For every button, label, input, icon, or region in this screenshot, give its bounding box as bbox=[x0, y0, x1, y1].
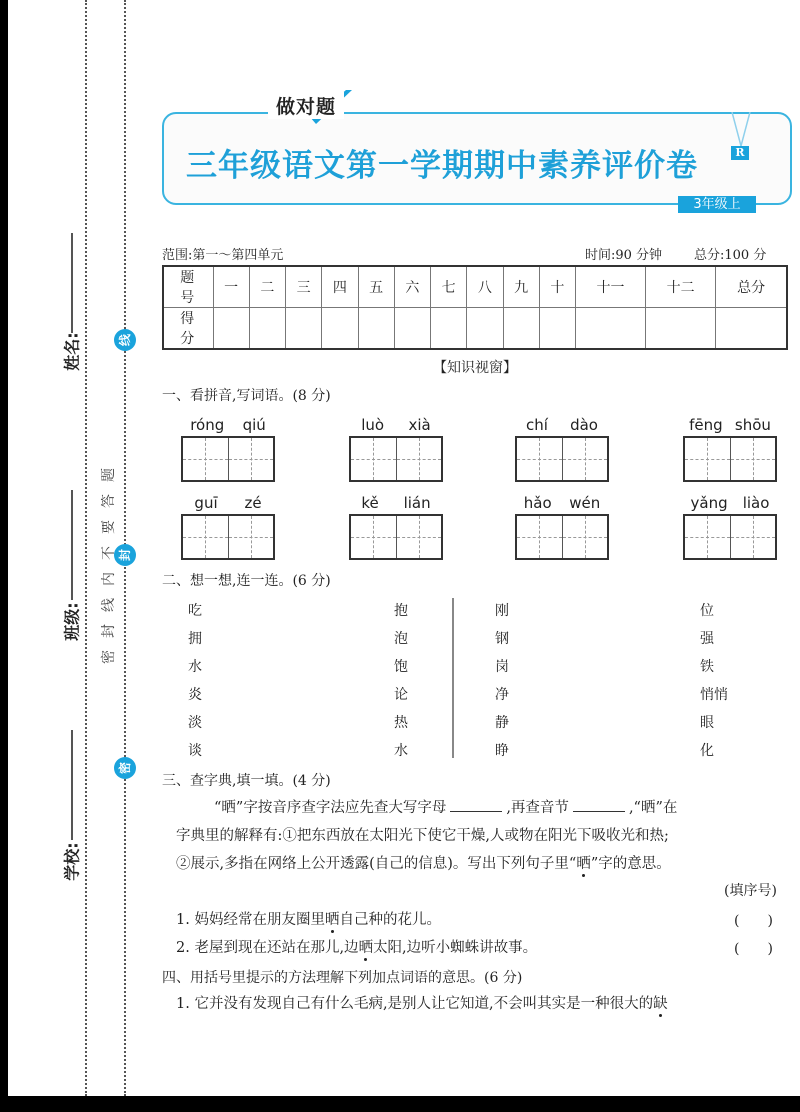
match-right-b[interactable]: 强 bbox=[700, 631, 714, 647]
grade-tag: 3年级上 bbox=[678, 196, 756, 213]
match-right-b[interactable]: 化 bbox=[700, 743, 714, 759]
match-left-b[interactable]: 论 bbox=[394, 687, 408, 703]
pinyin-item bbox=[349, 416, 443, 482]
writing-grid[interactable] bbox=[181, 514, 275, 560]
pinyin-item bbox=[515, 494, 609, 560]
match-right-a[interactable]: 岗 bbox=[495, 659, 509, 675]
score-cell[interactable] bbox=[322, 308, 358, 350]
match-left-a[interactable]: 拥 bbox=[188, 631, 202, 647]
pinyin: chí bbox=[526, 416, 548, 434]
match-left-a[interactable]: 炎 bbox=[188, 687, 202, 703]
q3-hint: (填序号) bbox=[724, 883, 777, 899]
match-right-a[interactable]: 睁 bbox=[495, 743, 509, 759]
match-left-a[interactable]: 淡 bbox=[188, 715, 202, 731]
col-header: 九 bbox=[503, 266, 539, 308]
match-right-b[interactable]: 铁 bbox=[700, 659, 714, 675]
score-table bbox=[162, 265, 788, 350]
writing-grid[interactable] bbox=[349, 514, 443, 560]
score-cell[interactable] bbox=[467, 308, 503, 350]
score-cell[interactable] bbox=[576, 308, 646, 350]
match-right-a[interactable]: 钢 bbox=[495, 631, 509, 647]
pinyin-item bbox=[181, 416, 275, 482]
class-underline[interactable] bbox=[71, 490, 73, 600]
pinyin: wén bbox=[569, 494, 601, 512]
col-header: 十一 bbox=[576, 266, 646, 308]
score-cell[interactable] bbox=[213, 308, 249, 350]
match-right-a[interactable]: 静 bbox=[495, 715, 509, 731]
match-left-b[interactable]: 抱 bbox=[394, 603, 408, 619]
seal-circle-mi: 密 bbox=[114, 757, 136, 779]
answer-paren-2[interactable]: ( ) bbox=[734, 941, 773, 957]
pinyin-item bbox=[181, 494, 275, 560]
match-right-b[interactable]: 悄悄 bbox=[700, 687, 728, 703]
pinyin-item bbox=[515, 416, 609, 482]
pinyin-item bbox=[683, 416, 777, 482]
score-cell[interactable] bbox=[646, 308, 716, 350]
col-header: 三 bbox=[286, 266, 322, 308]
match-divider bbox=[452, 598, 454, 758]
match-right-b[interactable]: 位 bbox=[700, 603, 714, 619]
score-cell[interactable] bbox=[394, 308, 430, 350]
pinyin: liào bbox=[742, 494, 770, 512]
col-header: 七 bbox=[431, 266, 467, 308]
col-header: 五 bbox=[358, 266, 394, 308]
answer-blank-letter[interactable] bbox=[450, 796, 502, 812]
col-header: 一 bbox=[213, 266, 249, 308]
pinyin-item bbox=[683, 494, 777, 560]
name-label: 姓名: bbox=[62, 332, 82, 371]
school-underline[interactable] bbox=[71, 730, 73, 840]
exam-page bbox=[8, 0, 800, 1096]
writing-grid[interactable] bbox=[683, 436, 777, 482]
match-left-b[interactable]: 热 bbox=[394, 715, 408, 731]
q4-sentence-1: 1. 它并没有发现自己有什么毛病,是别人让它知道,不会叫其实是一种很大的缺 bbox=[176, 996, 668, 1012]
writing-grid[interactable] bbox=[515, 436, 609, 482]
pinyin: luò bbox=[361, 416, 385, 434]
score-cell[interactable] bbox=[431, 308, 467, 350]
writing-grid[interactable] bbox=[181, 436, 275, 482]
match-left-a[interactable]: 谈 bbox=[188, 743, 202, 759]
col-header: 四 bbox=[322, 266, 358, 308]
answer-paren-1[interactable]: ( ) bbox=[734, 913, 773, 929]
match-right-b[interactable]: 眼 bbox=[700, 715, 714, 731]
pinyin: qiú bbox=[242, 416, 266, 434]
exam-title: 三年级语文第一学期期中素养评价卷 bbox=[186, 148, 698, 184]
total-text: 总分:100 分 bbox=[694, 248, 767, 263]
pinyin: róng bbox=[190, 416, 225, 434]
match-left-b[interactable]: 水 bbox=[394, 743, 408, 759]
writing-grid[interactable] bbox=[683, 514, 777, 560]
row-header-number: 题号 bbox=[163, 266, 213, 308]
q3-paragraph-line2: 字典里的解释有:①把东西放在太阳光下使它干燥,人或物在阳光下吸收光和热; bbox=[176, 828, 669, 844]
col-header: 十 bbox=[539, 266, 575, 308]
col-header: 总分 bbox=[716, 266, 787, 308]
writing-grid[interactable] bbox=[349, 436, 443, 482]
q3-paragraph-line1: “晒”字按音序查字法应先查大写字母 ,再查音节 ,“晒”在 bbox=[162, 794, 792, 822]
col-header: 二 bbox=[249, 266, 285, 308]
score-cell[interactable] bbox=[286, 308, 322, 350]
name-underline[interactable] bbox=[71, 233, 73, 333]
score-cell[interactable] bbox=[358, 308, 394, 350]
pinyin: dào bbox=[570, 416, 598, 434]
seal-notice: 密封线内不要答题 bbox=[101, 456, 117, 664]
match-left-b[interactable]: 饱 bbox=[394, 659, 408, 675]
col-header: 八 bbox=[467, 266, 503, 308]
question-number-row bbox=[163, 266, 787, 308]
q4-title: 四、用括号里提示的方法理解下列加点词语的意思。(6 分) bbox=[162, 970, 523, 986]
section-heading: 【知识视窗】 bbox=[433, 360, 517, 376]
answer-blank-syllable[interactable] bbox=[573, 796, 625, 812]
seal-circle-xian: 线 bbox=[114, 329, 136, 351]
pinyin: yǎng bbox=[690, 494, 728, 512]
score-row bbox=[163, 308, 787, 350]
match-right-a[interactable]: 刚 bbox=[495, 603, 509, 619]
score-cell[interactable] bbox=[503, 308, 539, 350]
match-right-a[interactable]: 净 bbox=[495, 687, 509, 703]
match-left-a[interactable]: 水 bbox=[188, 659, 202, 675]
seal-circle-feng: 封 bbox=[114, 544, 136, 566]
time-text: 时间:90 分钟 bbox=[585, 248, 663, 263]
match-left-b[interactable]: 泡 bbox=[394, 631, 408, 647]
pinyin: zé bbox=[244, 494, 262, 512]
class-label: 班级: bbox=[62, 602, 82, 641]
q3-paragraph-line3: ②展示,多指在网络上公开透露(自己的信息)。写出下列句子里“晒”字的意思。 bbox=[176, 856, 671, 872]
pinyin: kě bbox=[361, 494, 379, 512]
pinyin-item bbox=[349, 494, 443, 560]
pinyin: xià bbox=[408, 416, 431, 434]
col-header: 六 bbox=[394, 266, 430, 308]
col-header: 十二 bbox=[646, 266, 716, 308]
q3-sentence-2: 2. 老屋到现在还站在那儿,边晒太阳,边听小蜘蛛讲故事。 bbox=[176, 940, 538, 956]
pinyin: shōu bbox=[734, 416, 771, 434]
header-badge: 做对题 bbox=[268, 92, 344, 119]
pinyin: lián bbox=[403, 494, 431, 512]
pinyin: fēng bbox=[689, 416, 723, 434]
writing-grid[interactable] bbox=[515, 514, 609, 560]
score-cell[interactable] bbox=[249, 308, 285, 350]
pinyin: hǎo bbox=[523, 494, 552, 512]
school-label: 学校: bbox=[62, 842, 82, 881]
score-cell[interactable] bbox=[539, 308, 575, 350]
scope-text: 范围:第一～第四单元 bbox=[162, 248, 284, 263]
row-header-score: 得分 bbox=[163, 308, 213, 350]
q3-sentence-1: 1. 妈妈经常在朋友圈里晒自己种的花儿。 bbox=[176, 912, 441, 928]
edition-mark: R bbox=[731, 146, 749, 160]
q2-title: 二、想一想,连一连。(6 分) bbox=[162, 573, 331, 589]
binding-dotted-line-outer bbox=[85, 0, 87, 1096]
match-left-a[interactable]: 吃 bbox=[188, 603, 202, 619]
score-cell-total[interactable] bbox=[716, 308, 787, 350]
pinyin: guī bbox=[194, 494, 218, 512]
q1-title: 一、看拼音,写词语。(8 分) bbox=[162, 388, 331, 404]
ribbon-icon bbox=[730, 112, 752, 148]
q3-title: 三、查字典,填一填。(4 分) bbox=[162, 773, 331, 789]
